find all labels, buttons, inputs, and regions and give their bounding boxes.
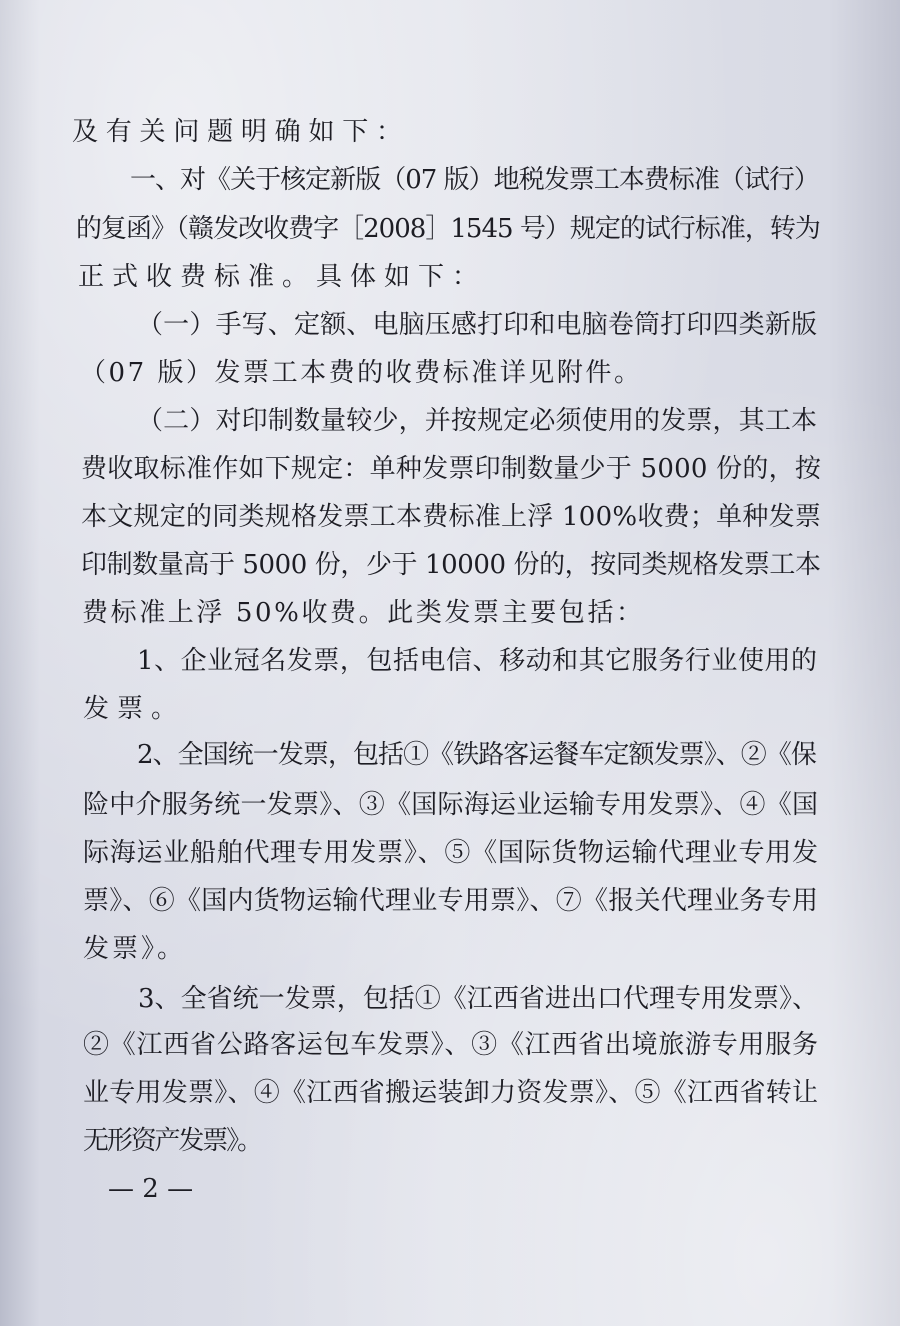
text-line: 业专用发票》、④《江西省搬运装卸力资发票》、⑤《江西省转让 (83, 1078, 819, 1108)
text-line: 发票》。 (83, 934, 186, 964)
text-line: 3、全省统一发票，包括①《江西省进出口代理专用发票》、 (138, 984, 819, 1014)
text-line: 费收取标准作如下规定：单种发票印制数量少于 5000 份的，按 (81, 454, 822, 484)
text-line: （07 版）发票工本费的收费标准详见附件。 (80, 358, 643, 388)
page-number: — 2 — (108, 1174, 194, 1204)
text-line: 1、企业冠名发票，包括电信、移动和其它服务行业使用的 (137, 646, 818, 676)
text-line: 无形资产发票》。 (83, 1126, 261, 1156)
text-line: 的复函》（赣发改收费字［2008］1545 号）规定的试行标准，转为 (76, 214, 820, 244)
text-line: 及有关问题明确如下： (72, 117, 410, 147)
text-line: 印制数量高于 5000 份，少于 10000 份的，按同类规格发票工本 (81, 550, 821, 580)
text-line: 险中介服务统一发票》、③《国际海运业运输专用发票》、④《国 (83, 790, 819, 820)
text-line: 2、全国统一发票，包括①《铁路客运餐车定额发票》、②《保 (137, 740, 816, 770)
text-line: （二）对印制数量较少，并按规定必须使用的发票，其工本 (137, 406, 818, 436)
text-line: 际海运业船舶代理专用发票》、⑤《国际货物运输代理业专用发 (83, 838, 819, 868)
text-line: 发票。 (83, 694, 186, 724)
text-line: 本文规定的同类规格发票工本费标准上浮 100%收费；单种发票 (81, 502, 822, 532)
text-line: 费标准上浮 50%收费。此类发票主要包括： (82, 598, 645, 628)
text-line: 一、对《关于核定新版（07 版）地税发票工本费标准（试行） (130, 165, 819, 195)
text-line: 正式收费标准。具体如下： (78, 262, 487, 292)
text-line: ②《江西省公路客运包车发票》、③《江西省出境旅游专用服务 (83, 1030, 819, 1060)
text-line: （一）手写、定额、电脑压感打印和电脑卷筒打印四类新版 (137, 310, 818, 340)
text-line: 票》、⑥《国内货物运输代理业专用票》、⑦《报关代理业务专用 (83, 886, 819, 916)
